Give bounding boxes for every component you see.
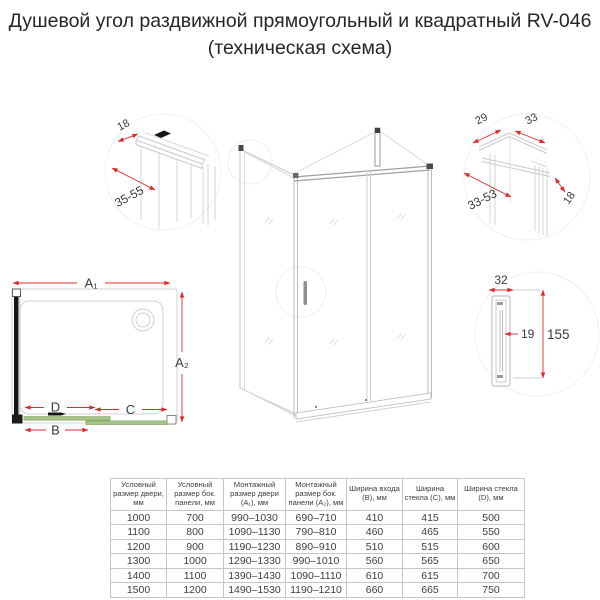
table-cell: 700 bbox=[458, 568, 525, 583]
dim-label-range: 35-55 bbox=[112, 183, 146, 210]
table-cell: 665 bbox=[403, 583, 458, 598]
table-header-cell: Ширина стекла (D), мм bbox=[458, 479, 525, 511]
table-cell: 600 bbox=[458, 539, 525, 554]
sliding-door-glass-plan bbox=[24, 417, 110, 421]
table-cell: 410 bbox=[347, 510, 403, 525]
dim-label-width: 32 bbox=[494, 273, 508, 287]
callout-circle bbox=[464, 114, 590, 240]
table-header-cell: Ширина входа (B), мм bbox=[347, 479, 403, 511]
table-cell: 610 bbox=[347, 568, 403, 583]
table-cell: 500 bbox=[458, 510, 525, 525]
table-header-cell: Ширина стекла (C), мм bbox=[403, 479, 458, 511]
table-row bbox=[111, 510, 525, 525]
table-cell: 750 bbox=[458, 583, 525, 598]
detail-handle-view bbox=[468, 266, 600, 406]
back-wall-edges bbox=[295, 131, 428, 173]
handle-drawing bbox=[492, 296, 510, 386]
table-cell: 465 bbox=[403, 525, 458, 540]
dim-label-depth: 18 bbox=[115, 117, 132, 134]
dim-label-a1: A₁ bbox=[84, 275, 98, 291]
table-cell: 460 bbox=[347, 525, 403, 540]
table-cell: 700 bbox=[167, 510, 224, 525]
table-cell: 990–1030 bbox=[224, 510, 286, 525]
table-cell: 650 bbox=[458, 554, 525, 569]
back-wall-profile-cap bbox=[375, 128, 380, 133]
door-handle bbox=[304, 281, 308, 305]
back-wall-profile bbox=[375, 128, 380, 166]
table-cell: 1100 bbox=[111, 525, 167, 540]
table-cell: 565 bbox=[403, 554, 458, 569]
table-cell: 1190–1210 bbox=[286, 583, 347, 598]
table-cell: 1390–1430 bbox=[224, 568, 286, 583]
table-cell: 790–810 bbox=[286, 525, 347, 540]
table-header-cell: Условный размер двери, мм bbox=[111, 479, 167, 511]
table-cell: 900 bbox=[167, 539, 224, 554]
table-header-row bbox=[111, 479, 525, 511]
table-cell: 1100 bbox=[167, 568, 224, 583]
table-row bbox=[111, 539, 525, 554]
corner-profile bbox=[12, 415, 23, 424]
table-row bbox=[111, 554, 525, 569]
tray-outline bbox=[12, 289, 177, 423]
table-cell: 1490–1530 bbox=[224, 583, 286, 598]
callout-marker-circle bbox=[276, 267, 326, 317]
dim-label-gap: 19 bbox=[521, 327, 535, 341]
dim-label-c: C bbox=[125, 402, 136, 417]
dim-label-18: 18 bbox=[561, 189, 578, 207]
table-cell: 800 bbox=[167, 525, 224, 540]
table-cell: 615 bbox=[403, 568, 458, 583]
table-cell: 1300 bbox=[111, 554, 167, 569]
glass-edges bbox=[490, 137, 547, 236]
dim-label-a2: A₂ bbox=[175, 355, 189, 370]
table-cell: 1000 bbox=[167, 554, 224, 569]
dimension-lines bbox=[464, 130, 565, 197]
table-header-cell: Монтажный размер бок. панели (A₂), мм bbox=[286, 479, 347, 511]
side-panel bbox=[240, 149, 296, 416]
dim-label-range: 33-53 bbox=[465, 186, 500, 213]
table-row bbox=[111, 568, 525, 583]
table-cell: 1190–1230 bbox=[224, 539, 286, 554]
door-frame-left-cap bbox=[293, 173, 299, 178]
table-cell: 1400 bbox=[111, 568, 167, 583]
dim-label-29: 29 bbox=[473, 111, 490, 128]
table-cell: 690–710 bbox=[286, 510, 347, 525]
table-cell: 1290–1330 bbox=[224, 554, 286, 569]
table-cell: 660 bbox=[347, 583, 403, 598]
dim-label-b: B bbox=[51, 422, 60, 438]
table-row bbox=[111, 583, 525, 598]
table-cell: 560 bbox=[347, 554, 403, 569]
table-body bbox=[111, 510, 525, 597]
dim-label-33: 33 bbox=[523, 111, 540, 128]
page-title bbox=[0, 8, 600, 62]
side-panel-top-bracket bbox=[239, 145, 244, 151]
dimension-lines bbox=[112, 134, 155, 190]
glass-sparkles bbox=[265, 213, 405, 346]
wall-bracket-right bbox=[167, 416, 176, 425]
page-title-line1: Душевой угол раздвижной прямоугольный и квадратный RV-046 bbox=[8, 10, 592, 32]
table-cell: 415 bbox=[403, 510, 458, 525]
table-cell: 515 bbox=[403, 539, 458, 554]
bottom-rail bbox=[296, 393, 431, 422]
table-cell: 890–910 bbox=[286, 539, 347, 554]
table-cell: 550 bbox=[458, 525, 525, 540]
glass-edges bbox=[141, 146, 215, 228]
dimension-lines bbox=[13, 283, 182, 430]
wall-profile-wireframe bbox=[136, 133, 209, 169]
table-header-cell: Условный размер бок. панели, мм bbox=[167, 479, 224, 511]
detail-wall-profile-right-view bbox=[453, 103, 600, 253]
size-table bbox=[110, 478, 525, 598]
plan-view bbox=[3, 256, 208, 456]
callout-marker-circle bbox=[228, 140, 272, 184]
wall-bracket-top bbox=[13, 289, 21, 297]
table-header-cell: Монтажный размер двери (A₁), мм bbox=[224, 479, 286, 511]
page-title-line2: (техническая схема) bbox=[207, 37, 393, 59]
table-cell: 510 bbox=[347, 539, 403, 554]
table-cell: 1500 bbox=[111, 583, 167, 598]
door-frame-right-cap bbox=[427, 164, 434, 170]
table-cell: 990–1010 bbox=[286, 554, 347, 569]
perspective-view bbox=[215, 118, 461, 470]
table-cell: 1200 bbox=[167, 583, 224, 598]
door-divider bbox=[367, 171, 371, 401]
side-panel-glass-plan bbox=[14, 296, 19, 415]
table-cell: 1200 bbox=[111, 539, 167, 554]
table-cell: 1090–1110 bbox=[286, 568, 347, 583]
table-row bbox=[111, 525, 525, 540]
fixed-glass-plan bbox=[86, 421, 167, 425]
table-cell: 1090–1130 bbox=[224, 525, 286, 540]
dim-label-d: D bbox=[50, 399, 61, 415]
detail-wall-profile-left-view bbox=[93, 108, 233, 240]
table-cell: 1000 bbox=[111, 510, 167, 525]
door-frame bbox=[294, 166, 432, 418]
dim-label-height: 155 bbox=[547, 327, 570, 342]
